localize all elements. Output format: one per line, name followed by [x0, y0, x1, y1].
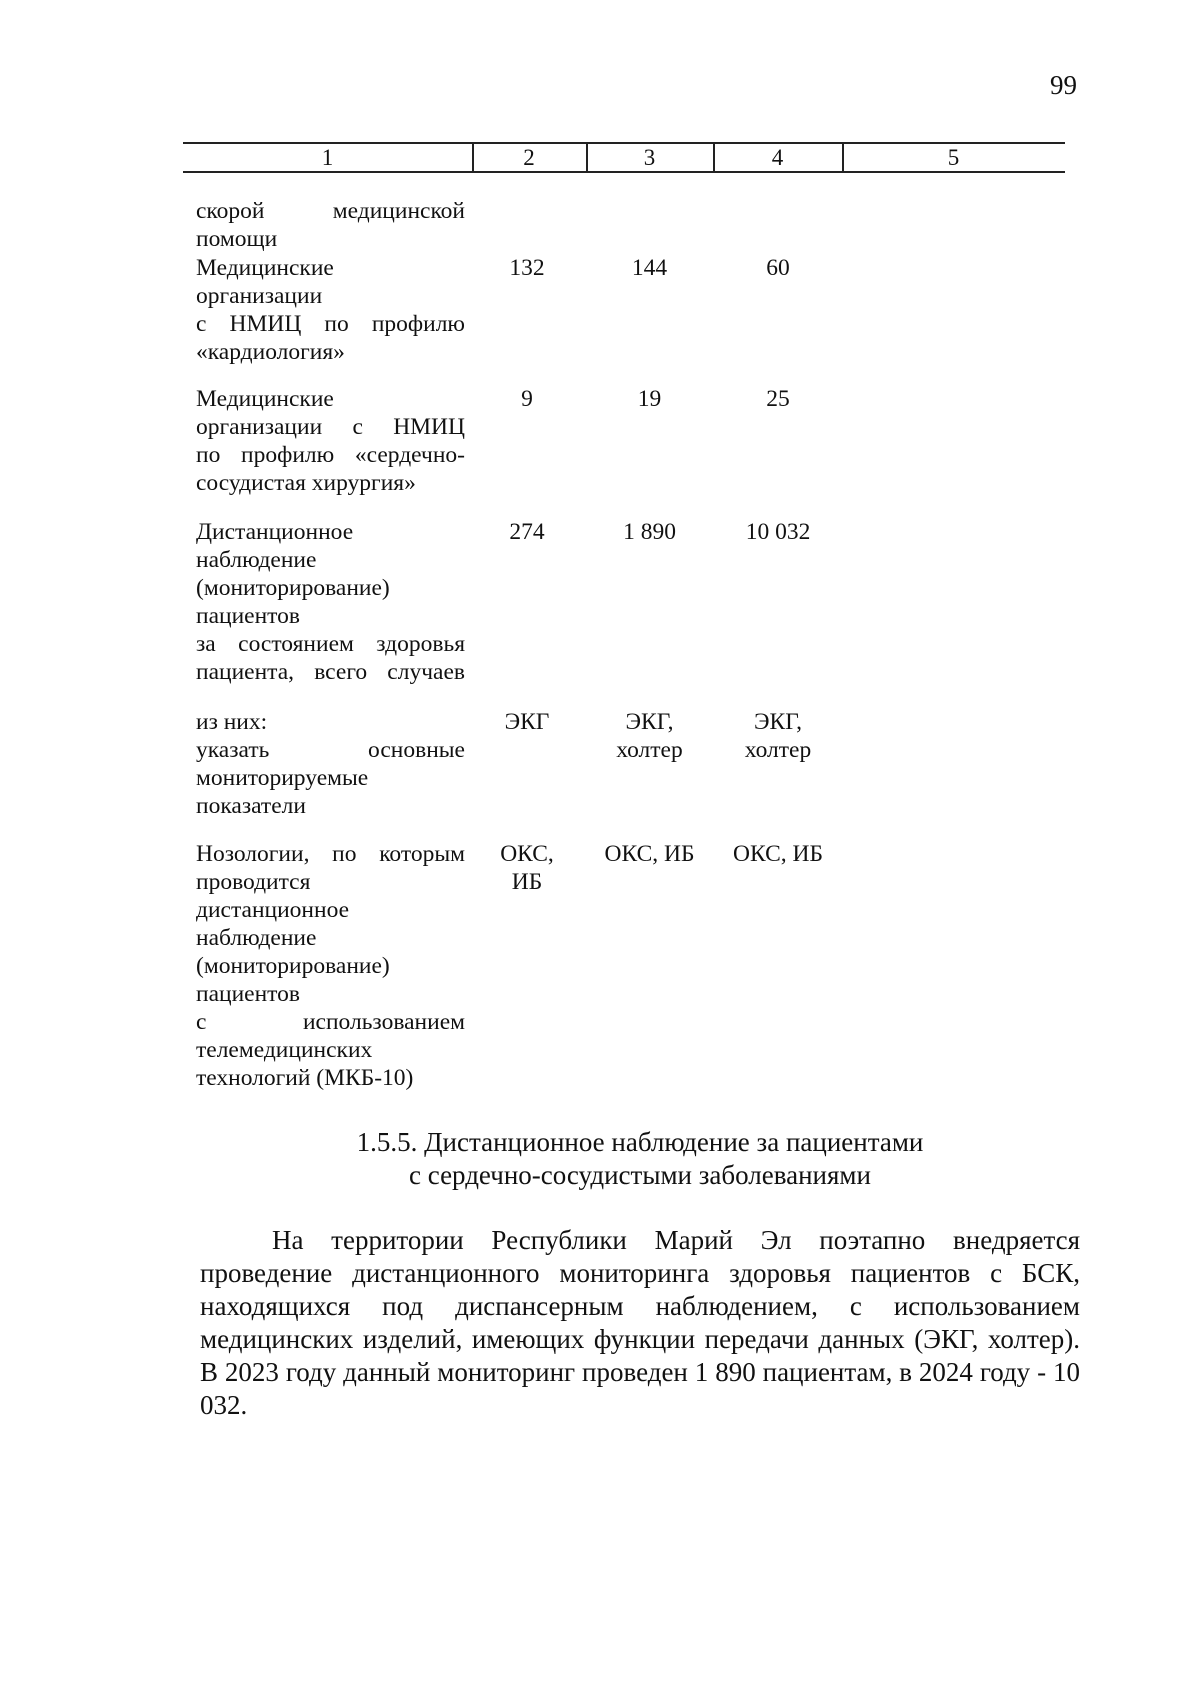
row-label-line: Нозологии, по которым: [196, 841, 465, 867]
row-label-line: Дистанционное: [196, 519, 354, 545]
table-header-bottom-rule: [183, 171, 1065, 173]
row-label-line: «кардиология»: [196, 339, 345, 365]
table-header-cell: 4: [771, 145, 784, 170]
row-label-line: с НМИЦ по профилю: [196, 311, 465, 337]
cell-value: ЭКГ, холтер: [744, 709, 812, 763]
row-label: [196, 840, 465, 1092]
section-title-line: с сердечно-сосудистыми заболеваниями: [409, 1160, 871, 1190]
cell-value: ОКС, ИБ: [733, 841, 823, 867]
row-label-line: Медицинские: [196, 386, 334, 412]
row-label-line: за состоянием здоровья: [196, 631, 465, 657]
row-label-line: наблюдение: [196, 925, 317, 951]
row-label-line: организации: [196, 283, 323, 309]
row-label: [196, 385, 465, 497]
cell-value: ЭКГ: [504, 709, 550, 735]
cell-value: 60: [766, 255, 790, 281]
row-label-line: технологий (МКБ-10): [196, 1065, 414, 1091]
row-label-line: (мониторирование): [196, 953, 390, 979]
row-label-line: телемедицинских: [196, 1037, 373, 1063]
row-label-line: проводится: [196, 869, 311, 895]
cell-value: 9: [521, 386, 533, 412]
row-label-line: указать основные: [196, 737, 465, 763]
table-header-cell: 2: [523, 145, 535, 170]
row-label-line: пациента, всего случаев: [196, 659, 465, 685]
row-label-line: пациентов: [196, 603, 300, 629]
row-label: [196, 518, 465, 686]
cell-value: 19: [637, 386, 662, 412]
row-label: [196, 254, 465, 366]
page-number: 99: [1050, 70, 1077, 100]
cell-value: 10 032: [745, 519, 811, 545]
row-label-line: по профилю «сердечно-: [196, 442, 465, 468]
row-label-line: мониторируемые: [196, 765, 369, 791]
row-label-line: пациентов: [196, 981, 300, 1007]
cell-value: 132: [509, 255, 545, 281]
cell-value: ОКС, ИБ: [604, 841, 695, 867]
table-header-top-rule: [183, 142, 1065, 144]
row-label-line: из них:: [196, 709, 268, 735]
row-label: [196, 197, 465, 253]
cell-value: 1 890: [623, 519, 676, 545]
table-header-cell: 3: [643, 145, 656, 170]
row-label-line: с использованием: [196, 1009, 465, 1035]
row-label-line: организации с НМИЦ: [196, 414, 465, 440]
row-label-line: (мониторирование): [196, 575, 390, 601]
row-label-line: дистанционное: [196, 897, 350, 923]
row-label-line: наблюдение: [196, 547, 317, 573]
row-label-line: показатели: [196, 793, 306, 819]
row-label-line: помощи: [196, 226, 278, 252]
section-title: [240, 1126, 1040, 1192]
row-label: [196, 708, 465, 820]
row-label-line: Медицинские: [196, 255, 334, 281]
row-label-line: сосудистая хирургия»: [196, 470, 416, 496]
cell-value: 144: [631, 255, 668, 281]
cell-value: 274: [509, 519, 545, 545]
cell-value: ОКС, ИБ: [500, 841, 554, 895]
cell-value: 25: [766, 386, 790, 412]
body-paragraph: На территории Республики Марий Эл поэтапно внедряется проведение дистанционного мониторинга здоровья пациентов с БСК, находящихся под диспансерным наблюдением, с использованием медицинских изделий, имеющих функции передачи данных (ЭКГ, холтер). В 2023 году данный мониторинг проведен 1 890 пациентам, в 2024 году - 10 032.: [200, 1225, 1080, 1420]
row-label-line: скорой медицинской: [196, 198, 465, 224]
cell-value: ЭКГ, холтер: [616, 709, 683, 763]
table-header-cell: 1: [321, 145, 334, 170]
table-header-cell: 5: [947, 145, 960, 170]
section-title-line: 1.5.5. Дистанционное наблюдение за пациентами: [356, 1127, 924, 1157]
